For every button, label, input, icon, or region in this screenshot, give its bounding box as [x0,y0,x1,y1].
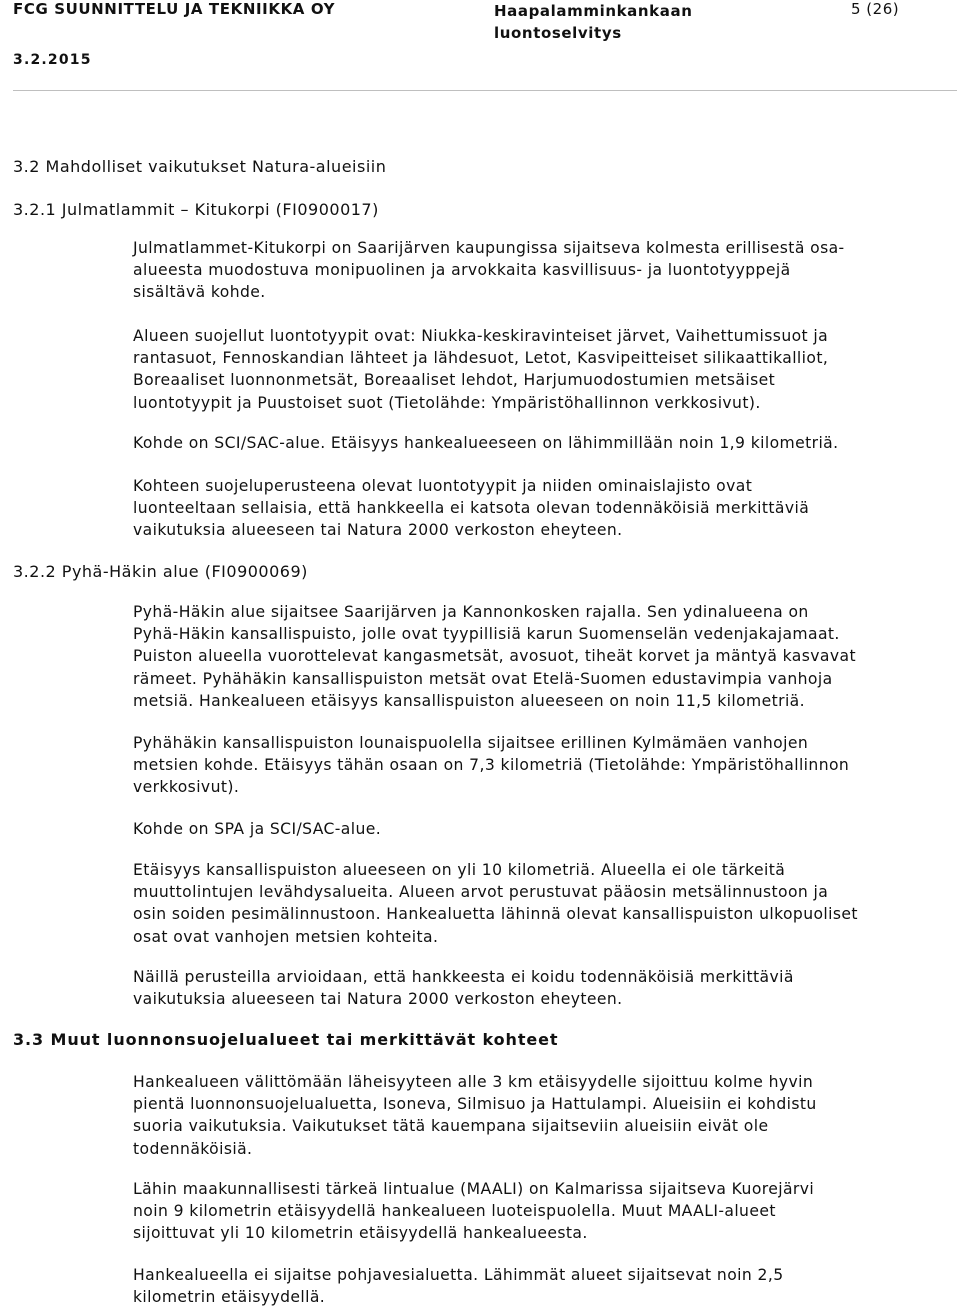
text-line: Alueen suojellut luontotyypit ovat: Niukka-keskiravinteiset järvet, Vaihettumissuot ja [133,327,829,345]
paragraph [133,1178,955,1245]
paragraph [133,601,955,712]
text-line: Pyhähäkin kansallispuiston lounaispuolella sijaitsee erillinen Kylmämäen vanhojen [133,734,809,752]
text-line: Hankealueen välittömään läheisyyteen alle 3 km etäisyydelle sijoittuu kolme hyvin [133,1073,814,1091]
project-title [494,0,692,44]
subsection-heading: 3.2.1 Julmatlammit – Kitukorpi (FI0900017) [13,200,379,219]
text-line: luonteeltaan sellaisia, että hankkeella ei katsota olevan todennäköisiä merkittäviä [133,499,810,518]
text-line: sisältävä kohde. [133,283,266,302]
text-line: Kohde on SPA ja SCI/SAC-alue. [133,820,382,838]
text-line: suoria vaikutuksia. Vaikutukset tätä kauempana sijaitseviin alueisiin eivät ole [133,1117,769,1136]
text-line: vaikutuksia alueeseen tai Natura 2000 verkoston eheyteen. [133,990,623,1009]
text-line: Etäisyys kansallispuiston alueeseen on yli 10 kilometriä. Alueella ei ole tärkeitä [133,861,786,879]
section-heading: 3.2 Mahdolliset vaikutukset Natura-alueisiin [13,157,387,176]
text-line: Pyhä-Häkin kansallispuisto, jolle ovat tyypillisiä karun Suomenselän vedenjakajamaat. [133,625,840,644]
text-line: kilometrin etäisyydellä. [133,1288,326,1307]
header-divider [13,90,957,91]
text-line: osin soiden pesimälinnustoon. Hankealuetta lähinnä olevat kansallispuiston ulkopuoliset [133,905,858,924]
project-title-line: luontoselvitys [494,24,622,42]
text-line: Boreaaliset luonnonmetsät, Boreaaliset lehdot, Harjumuodostumien metsäiset [133,371,776,390]
text-line: metsien kohde. Etäisyys tähän osaan on 7,3 kilometriä (Tietolähde: Ympäristöhallinnon [133,756,850,775]
text-line: verkkosivut). [133,778,240,797]
subsection-heading: 3.2.2 Pyhä-Häkin alue (FI0900069) [13,562,308,581]
paragraph [133,966,955,1010]
text-line: sijoittuvat yli 10 kilometrin etäisyydellä hankealueesta. [133,1224,588,1243]
paragraph [133,432,955,454]
text-line: rämeet. Pyhähäkin kansallispuiston metsät ovat Etelä-Suomen edustavimpia vanhoja [133,669,833,688]
paragraph [133,1264,955,1308]
text-line: todennäköisiä. [133,1139,253,1158]
document-date: 3.2.2015 [13,52,92,68]
text-line: Hankealueella ei sijaitse pohjavesialuetta. Lähimmät alueet sijaitsevat noin 2,5 [133,1266,784,1284]
organization-name: FCG SUUNNITTELU JA TEKNIIKKA OY [13,0,336,18]
paragraph [133,1071,955,1160]
text-line: metsiä. Hankealueen etäisyys kansallispuiston alueeseen on noin 11,5 kilometriä. [133,691,805,710]
text-line: pientä luonnonsuojelualuetta, Isoneva, Silmisuo ja Hattulampi. Alueisiin ei kohdistu [133,1095,817,1114]
text-line: Puiston alueella vuorottelevat kangasmetsät, avosuot, tiheät korvet ja mäntyä kasvavat [133,647,856,666]
text-line: Näillä perusteilla arvioidaan, että hankkeesta ei koidu todennäköisiä merkittäviä [133,968,794,986]
text-line: Lähin maakunnallisesti tärkeä lintualue (MAALI) on Kalmarissa sijaitseva Kuorejärvi [133,1180,815,1198]
page-number: 5 (26) [851,0,900,18]
section-heading: 3.3 Muut luonnonsuojelualueet tai merkittävät kohteet [13,1030,559,1049]
text-line: Julmatlammet-Kitukorpi on Saarijärven kaupungissa sijaitseva kolmesta erillisestä osa- [133,239,845,257]
text-line: Kohde on SCI/SAC-alue. Etäisyys hankealueeseen on lähimmillään noin 1,9 kilometriä. [133,434,839,452]
text-line: vaikutuksia alueeseen tai Natura 2000 verkoston eheyteen. [133,521,623,540]
text-line: rantasuot, Fennoskandian lähteet ja lähdesuot, Letot, Kasvipeitteiset silikaattikalliot, [133,349,829,368]
text-line: luontotyypit ja Puustoiset suot (Tietolähde: Ympäristöhallinnon verkkosivut). [133,393,761,412]
page-header [0,0,960,70]
text-line: alueesta muodostuva monipuolinen ja arvokkaita kasvillisuus- ja luontotyyppejä [133,261,791,280]
text-line: noin 9 kilometrin etäisyydellä hankealueen luoteispuolella. Muut MAALI-alueet [133,1202,776,1221]
paragraph [133,475,955,542]
paragraph [133,818,955,840]
paragraph [133,732,955,799]
text-line: Pyhä-Häkin alue sijaitsee Saarijärven ja Kannonkosken rajalla. Sen ydinalueena on [133,603,809,621]
paragraph [133,237,955,304]
text-line: Kohteen suojeluperusteena olevat luontotyypit ja niiden ominaislajisto ovat [133,477,753,495]
paragraph [133,325,955,414]
paragraph [133,859,955,948]
text-line: muuttolintujen levähdysalueita. Alueen arvot perustuvat pääosin metsälinnustoon ja [133,883,829,902]
text-line: osat ovat vanhojen metsien kohteita. [133,927,439,946]
project-title-line: Haapalamminkankaan [494,2,693,20]
